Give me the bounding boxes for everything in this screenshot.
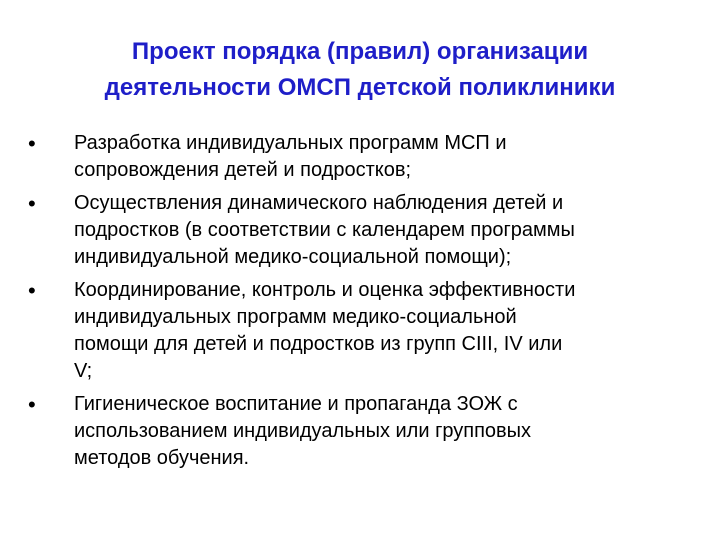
bullet-item (28, 130, 688, 184)
slide-title-line: Проект порядка (правил) организации (131, 38, 589, 65)
bullet-text-line: помощи для детей и подростков из групп CIII, IV или (74, 333, 563, 355)
bullet-text-line: индивидуальной медико-социальной помощи); (74, 246, 512, 268)
slide-title-line: деятельности ОМСП детской поликлиники (104, 74, 616, 101)
bullet-text-line: использованием индивидуальных или групповых (74, 420, 532, 442)
bullet-dot-icon: • (28, 392, 36, 417)
bullet-text-line: подростков (в соответствии с календарем программы (74, 219, 575, 241)
slide-title (40, 34, 680, 106)
bullet-item (28, 190, 688, 271)
bullet-text-line: Координирование, контроль и оценка эффективности (74, 279, 576, 301)
bullet-text-line: индивидуальных программ медико-социальной (74, 306, 517, 328)
bullet-item (28, 277, 688, 385)
bullet-list (28, 130, 688, 478)
bullet-dot-icon: • (28, 131, 36, 156)
bullet-text-line: методов обучения. (74, 447, 250, 469)
bullet-text-line: V; (74, 360, 93, 382)
bullet-item (28, 391, 688, 472)
bullet-text-line: Разработка индивидуальных программ МСП и (74, 132, 507, 154)
bullet-dot-icon: • (28, 278, 36, 303)
bullet-text-line: Гигиеническое воспитание и пропаганда ЗОЖ с (74, 393, 518, 415)
bullet-dot-icon: • (28, 191, 36, 216)
bullet-text-line: Осуществления динамического наблюдения детей и (74, 192, 564, 214)
bullet-text-line: сопровождения детей и подростков; (74, 159, 412, 181)
